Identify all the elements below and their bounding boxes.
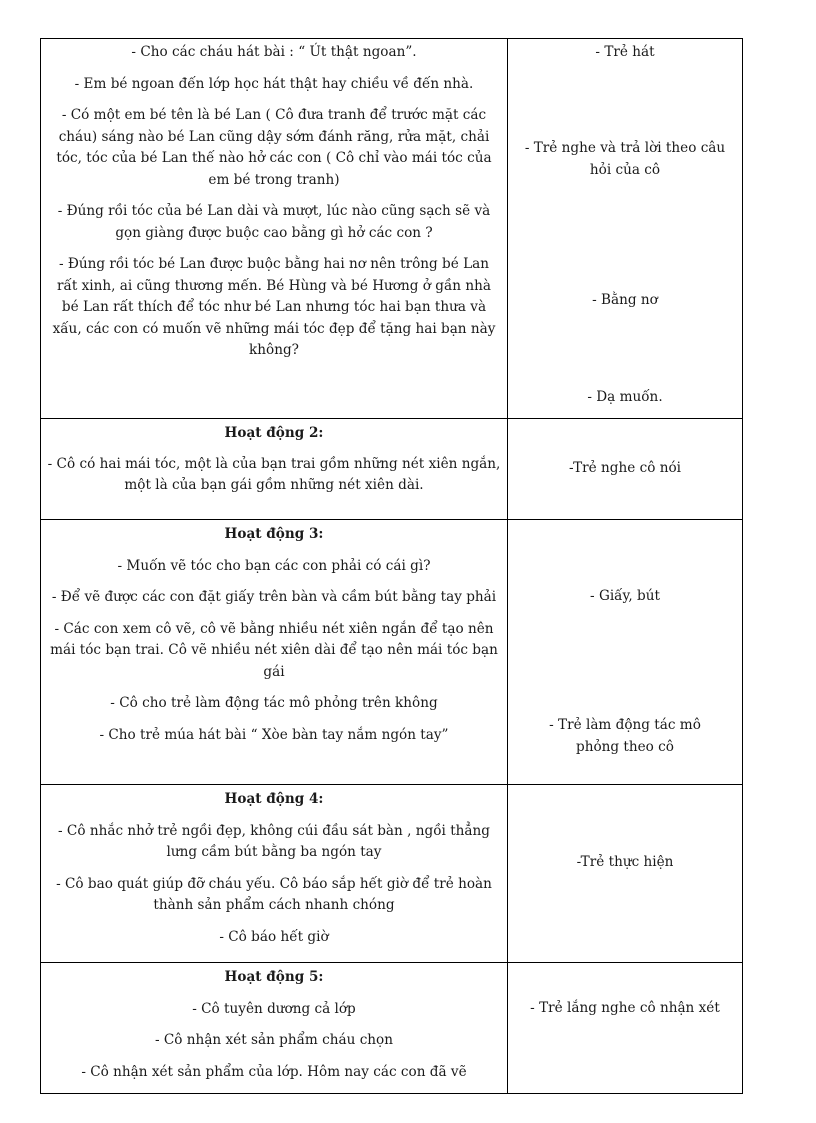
teacher-step: - Để vẽ được các con đặt giấy trên bàn và cầm bút bằng tay phải [51, 589, 497, 605]
child-response: - Dạ muốn. [587, 389, 663, 405]
table-row [41, 419, 743, 520]
table-row [41, 785, 743, 963]
lesson-plan-table [40, 38, 743, 1094]
teacher-step: - Cho trẻ múa hát bài “ Xòe bàn tay nắm ngón tay” [99, 726, 449, 743]
child-response: - Giấy, bút [590, 588, 660, 604]
child-response: - Trẻ làm động tác mô phỏng theo cô [549, 717, 701, 755]
child-response: - Trẻ lắng nghe cô nhận xét [530, 1000, 720, 1016]
activity-column [41, 39, 508, 419]
activity-column [41, 520, 508, 785]
child-response-column [508, 785, 743, 963]
teacher-step: - Cô cho trẻ làm động tác mô phỏng trên không [110, 695, 438, 711]
child-response-column [508, 963, 743, 1094]
teacher-step: - Cô nhắc nhở trẻ ngồi đẹp, không cúi đầu sát bàn , ngồi thẳng lưng cầm bút bằng ba ngón tay [58, 822, 490, 860]
teacher-step: - Em bé ngoan đến lớp học hát thật hay chiều về đến nhà. [74, 75, 474, 92]
child-response-column [508, 520, 743, 785]
activity-heading: Hoạt động 4: [224, 791, 324, 807]
activity-heading: Hoạt động 3: [224, 526, 324, 542]
teacher-step: - Cho các cháu hát bài : “ Út thật ngoan”. [131, 44, 417, 60]
teacher-step: - Các con xem cô vẽ, cô vẽ bằng nhiều nét xiên ngắn để tạo nên mái tóc bạn trai. Cô vẽ nhiều nét xiên dài để tạo nên mái tóc bạn gái [50, 620, 498, 680]
child-response: -Trẻ thực hiện [576, 854, 674, 870]
teacher-step: - Cô có hai mái tóc, một là của bạn trai gồm những nét xiên ngắn, một là của bạn gái gồm những nét xiên dài. [47, 455, 501, 493]
teacher-step: - Có một em bé tên là bé Lan ( Cô đưa tranh để trước mặt các cháu) sáng nào bé Lan cũng dậy sớm đánh răng, rửa mặt, chải tóc, tóc của bé Lan thế nào hở các con ( Cô chỉ vào mái tóc của em bé trong tranh) [56, 107, 492, 188]
table-row [41, 520, 743, 785]
teacher-step: - Cô bao quát giúp đỡ cháu yếu. Cô báo sắp hết giờ để trẻ hoàn thành sản phẩm cách nhanh chóng [56, 875, 492, 913]
child-response: - Trẻ nghe và trả lời theo câu hỏi của cô [524, 140, 726, 178]
table-row [41, 963, 743, 1094]
teacher-step: - Muốn vẽ tóc cho bạn các con phải có cái gì? [117, 557, 431, 574]
activity-heading: Hoạt động 2: [224, 425, 324, 441]
activity-column [41, 785, 508, 963]
child-response-column [508, 39, 743, 419]
teacher-step: - Cô nhận xét sản phẩm cháu chọn [154, 1032, 394, 1048]
teacher-step: - Đúng rồi tóc bé Lan được buộc bằng hai nơ nên trông bé Lan rất xinh, ai cũng thương mến. Bé Hùng và bé Hương ở gần nhà bé Lan rất thích để tóc như bé Lan nhưng tóc hai bạn thưa và xấu, các con có muốn vẽ những mái tóc đẹp để tặng hai bạn này không? [52, 256, 496, 358]
child-response-column [508, 419, 743, 520]
table-row [41, 39, 743, 419]
activity-heading: Hoạt động 5: [224, 969, 324, 985]
teacher-step: - Cô báo hết giờ [219, 928, 329, 945]
teacher-step: - Cô nhận xét sản phẩm của lớp. Hôm nay các con đã vẽ [81, 1063, 467, 1080]
child-response: - Bằng nơ [592, 292, 658, 308]
teacher-step: - Cô tuyên dương cả lớp [192, 1000, 356, 1017]
child-response: -Trẻ nghe cô nói [568, 460, 682, 477]
activity-column [41, 963, 508, 1094]
child-response: - Trẻ hát [595, 44, 655, 60]
teacher-step: - Đúng rồi tóc của bé Lan dài và mượt, lúc nào cũng sạch sẽ và gọn giàng được buộc cao bằng gì hở các con ? [57, 203, 491, 241]
activity-column [41, 419, 508, 520]
